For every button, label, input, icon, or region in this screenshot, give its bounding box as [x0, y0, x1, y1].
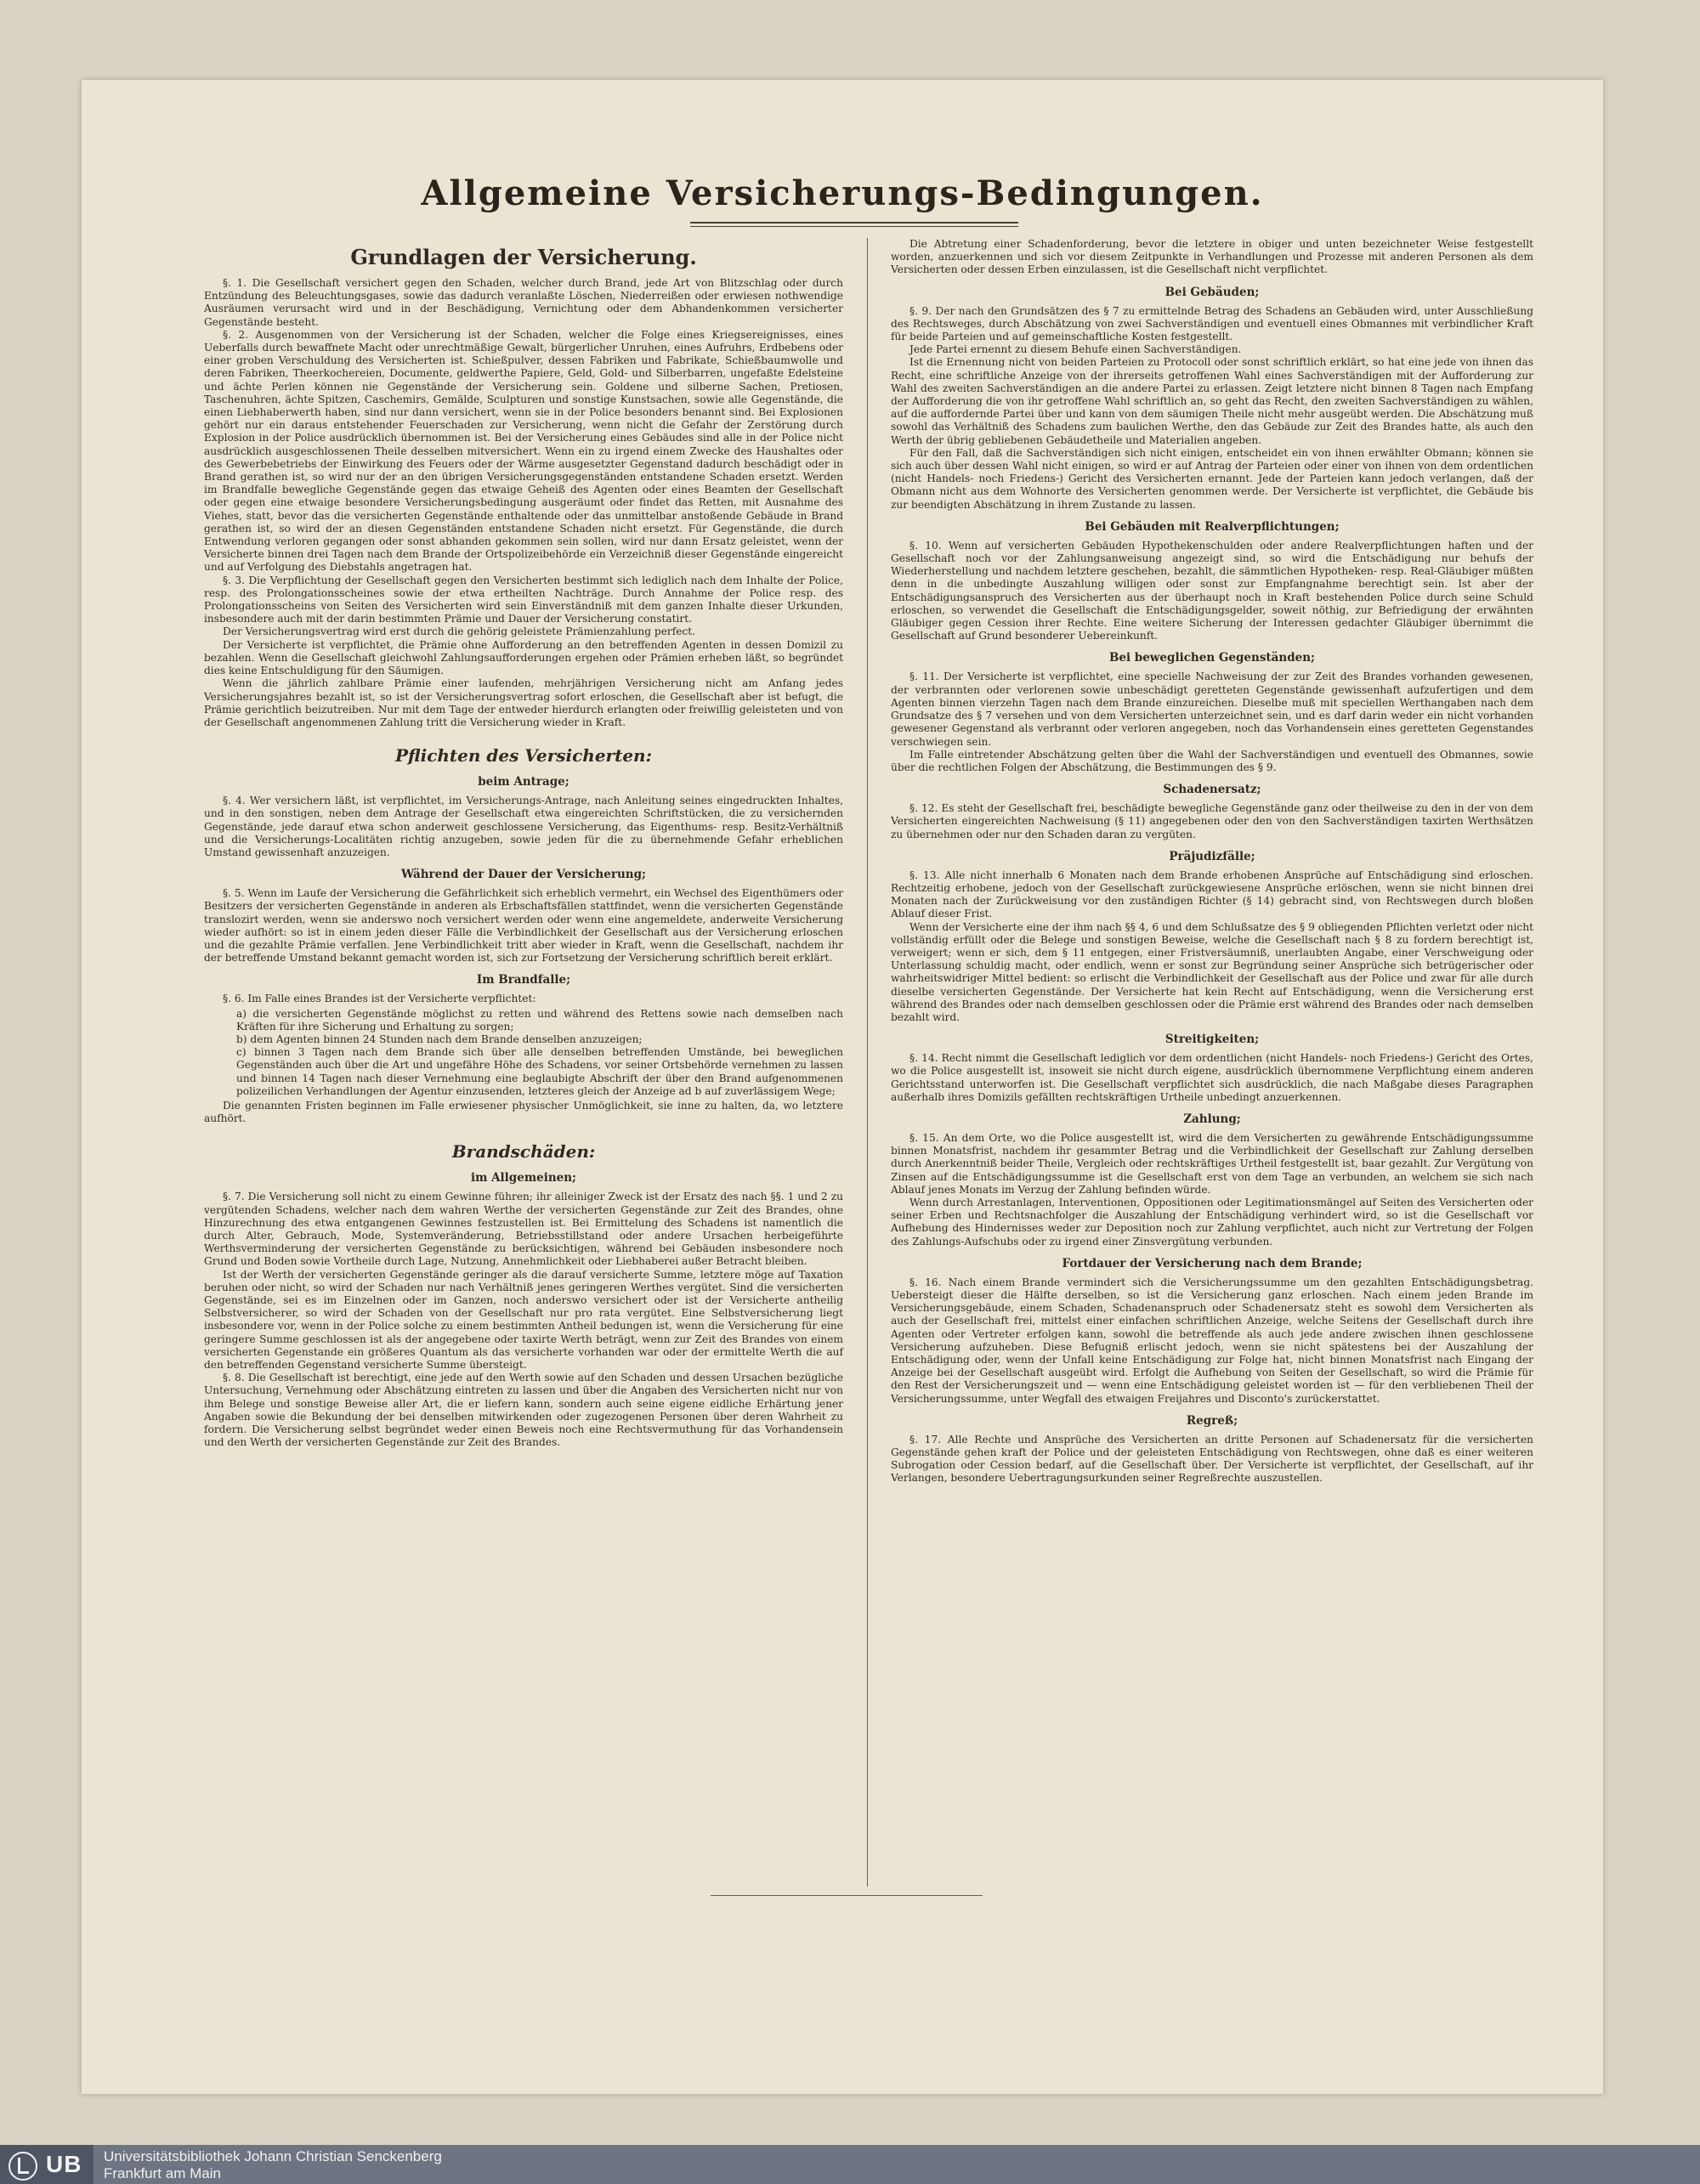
paragraph-15: §. 15. An dem Orte, wo die Police ausgestellt ist, wird die dem Versicherten zu gewährende Entschädigungssumme binnen Monatsfrist, nachdem ihr gesammter Betrag und die Verbindlichkeit der Gesellschaft zur Zahlung derselben durch Anerkenntniß beider Theile, Vergleich oder rechtskräftiges Urtheil festgestellt ist, baar gezahlt. Zur Vergütung von Zinsen auf die Entschädigungssumme ist die Gesellschaft erst von dem Tage an verbunden, an welchem sie sich nach Ablauf jenes Monats im Verzug der Zahlung befinden würde. — [891, 1131, 1533, 1196]
paragraph-11b: Im Falle eintretender Abschätzung gelten über die Wahl der Sachverständigen und eventuell des Obmannes, sowie über die rechtlichen Folgen der Abschätzung, die Bestimmungen des § 9. — [891, 748, 1533, 773]
subheading-gebauden: Bei Gebäuden; — [1164, 285, 1260, 299]
paragraph-7b: Ist der Werth der versicherten Gegenstände geringer als die darauf versicherte Summe, letztere möge auf Taxation beruhen oder nicht, so wird der Schaden nur nach Verhältniß jenes geringeren Werthes vergütet. Sind die versicherten Gegenstände, sei es im Einzelnen oder im Ganzen, noch anderswo versichert oder ist der Versicherte antheilig Selbstversicherer, so wird der Schaden von der Gesellschaft nur pro rata vergütet. Eine Selbstversicherung liegt insbesondere vor, wenn in der Police solche zu einem bestimmten Antheil bedungen ist, wenn die Versicherung für eine geringere Summe geschlossen ist als der angegebene oder taxirte Werth beträgt, wenn zur Zeit des Brandes von einem versicherten Gegenstande ein größeres Quantum als das versicherte vorhanden war oder der ermittelte Werth die auf den betreffenden Gegenstand versicherte Summe übersteigt. — [204, 1268, 843, 1372]
library-location: Frankfurt am Main — [104, 2165, 221, 2181]
paragraph-9b: Jede Partei ernennt zu diesem Behufe einen Sachverständigen. — [910, 343, 1242, 356]
library-logo-text: UB — [46, 2151, 82, 2177]
list-item: b) dem Agenten binnen 24 Stunden nach dem Brande denselben anzuzeigen; — [236, 1033, 643, 1045]
paragraph-6: §. 6. Im Falle eines Brandes ist der Versicherte verpflichtet: — [223, 993, 536, 1005]
subheading-streitigkeiten: Streitigkeiten; — [1164, 1033, 1260, 1047]
paragraph-13: §. 13. Alle nicht innerhalb 6 Monaten nach dem Brande erhobenen Ansprüche auf Entschädigung sind erloschen. Rechtzeitig erhobene, jedoch von der Gesellschaft zurückgewiesene Ansprüche erlöschen, wenn sie nicht binnen drei Monaten nach der Zurückweisung vor den zuständigen Richter (§ 14) gebracht sind, von Rechtswegen durch bloßen Ablauf dieser Frist. — [891, 869, 1533, 920]
subheading-regress: Regreß; — [1186, 1413, 1238, 1428]
subheading-brandfalle: Im Brandfalle; — [476, 973, 571, 987]
paragraph-2: §. 2. Ausgenommen von der Versicherung ist der Schaden, welcher die Folge eines Kriegsereignisses, eines Ueberfalls durch bewaffnete Macht oder unrechtmäßige Gewalt, bürgerlicher Unruhen, eines Aufruhrs, Erdbebens oder einer groben Verschuldung des Versicherten ist. Schießpulver, dessen Fabriken und Fabrikate, Schießbaumwolle und deren Fabriken, Theerkochereien, Documente, geldwerthe Papiere, Geld, Gold- und Silberbarren, ungefaßte Edelsteine und ächte Perlen können nie Gegenstände der Versicherung sein. Goldene und silberne Sachen, Pretiosen, Taschenuhren, ächte Spitzen, Caschemirs, Gemälde, Sculpturen und sonstige Kunstsachen, sowie alle Gegenstände, die einen Liebhaberwerth haben, sind nur dann versichert, wenn sie in der Police besonders benannt sind. Bei Explosionen gehört nur ein daraus entstehender Feuerschaden zur Versicherung, wenn nicht die Gefahr der Zerstörung durch Explosion in der Police ausdrücklich übernommen ist. Bei der Versicherung eines Gebäudes sind alle in der Police nicht ausdrücklich ausgeschlossenen Theile desselben mitversichert. Wenn ein zu irgend einem Zwecke des Haushaltes oder des Gewerbebetriebs der Einwirkung des Feuers oder der Wärme ausgesetzter Gegenstand dadurch beschädigt oder in Brand gerathen ist, so wird nur der an den übrigen Versicherungsgegenständen entstandene Schaden ersetzt. Werden im Brandfalle bewegliche Gegenstände gegen das etwaige Geheiß des Agenten oder eines Beamten der Gesellschaft oder gegen eine etwaige besondere Versicherungsbedingung ausgeräumt oder findet das Retten, mit Ausnahme des Viehes, statt, bevor das die versicherten Gegenstände enthaltende oder das unmittelbar anstoßende Gebäude in Brand gerathen ist, so wird der an diesen Gegenständen entstandene Schaden nicht ersetzt. Für Gegenstände, die durch Entwendung verloren gegangen oder sonst abhanden gekommen sein sollen, wird nur dann Ersatz geleistet, wenn der Versicherte binnen drei Tagen nach dem Brande der Ortspolizeibehörde ein Verzeichniß dieser Gegenstände eingereicht und auf Verfolgung des Diebstahls angetragen hat. — [204, 328, 843, 574]
paragraph-9d: Für den Fall, daß die Sachverständigen sich nicht einigen, entscheidet ein von ihnen erwählter Obmann; können sie sich auch über dessen Wahl nicht einigen, so wird er auf Antrag der Parteien oder einer von ihnen von dem ordentlichen (nicht Handels- noch Friedens-) Gericht des Versicherten ernannt. Jede der Parteien kann jedoch verlangen, daß der Obmann nicht aus dem Wohnorte des Versicherten genommen werde. Der Versicherte ist verpflichtet, die Gebäude bis zur beendigten Abschätzung in ihrem Zustande zu lassen. — [891, 446, 1533, 511]
document-page — [82, 80, 1603, 2094]
document-title: Allgemeine Versicherungs-Bedingungen. — [421, 173, 1264, 213]
paragraph-9: §. 9. Der nach den Grundsätzen des § 7 zu ermittelnde Betrag des Schadens an Gebäuden wird, unter Ausschließung des Rechtsweges, durch Abschätzung von zwei Sachverständigen und eventuell eines Obmannes mit verbindlicher Kraft für beide Parteien und auf gemeinschaftliche Kosten festgestellt. — [891, 304, 1533, 343]
subheading-dauer: Während der Dauer der Versicherung; — [400, 868, 646, 882]
paragraph-8: §. 8. Die Gesellschaft ist berechtigt, eine jede auf den Werth sowie auf den Schaden und dessen Ursachen bezügliche Untersuchung, Vernehmung oder Abschätzung eintreten zu lassen und über die Angaben des Versicherten nicht nur von ihm Belege und sonstige Beweise aller Art, die er liefern kann, sondern auch seine eigene eidliche Erhärtung jener Angaben sowie die Bekundung der bei denselben mitwirkenden oder zugezogenen Personen über deren Wahrheit zu fordern. Die Versicherung selbst begründet weder einen Beweis noch eine Rechtsvermuthung für das Vorhandensein und den Werth der versicherten Gegenstände zur Zeit des Brandes. — [204, 1372, 843, 1449]
subheading-realverpflichtungen: Bei Gebäuden mit Realverpflichtungen; — [1085, 519, 1340, 534]
paragraph-3c: Der Versicherte ist verpflichtet, die Prämie ohne Aufforderung an den betreffenden Agenten in dessen Domizil zu bezahlen. Wenn die Gesellschaft gleichwohl Zahlungsaufforderungen ergehen oder Prämien erheben läßt, so begründet dies keine Entschuldigung für den Säumigen. — [204, 638, 843, 677]
paragraph-4: §. 4. Wer versichern läßt, ist verpflichtet, im Versicherungs-Antrage, nach Anleitung seines eingedruckten Inhaltes, und in den sonstigen, neben dem Antrage der Gesellschaft etwa eingereichten Schriftstücken, die zu versichernden Gegenstände, jede darauf etwa schon anderweit geschlossene Versicherung, das Eigenthums- resp. Besitz-Verhältniß und die Versicherungs-Localitäten richtig anzugeben, sowie jeden für die zu übernehmende Gefahr erheblichen Umstand gewissenhaft anzuzeigen. — [204, 795, 843, 858]
paragraph-12: §. 12. Es steht der Gesellschaft frei, beschädigte bewegliche Gegenstände ganz oder theilweise zu den in der von dem Versicherten eingereichten Nachweisung (§ 11) angegebenen oder den von den Sachverständigen taxirten Werthsätzen zu übernehmen oder nur den Schaden daran zu vergüten. — [891, 802, 1533, 840]
list-item: c) binnen 3 Tagen nach dem Brande sich über alle denselben betreffenden Umstände, bei beweglichen Gegenständen auch über die Art und ungefähre Höhe des Schadens, vor seiner Ortsbehörde vernehmen zu lassen und binnen 14 Tagen nach dieser Vernehmung eine beglaubigte Abschrift der über den Brand aufgenommenen polizeilichen Verhandlungen der Agentur einzusenden, letzteres gleich der Anzeige ad b auf zuverlässigem Wege; — [236, 1046, 843, 1097]
paragraph-3d: Wenn die jährlich zahlbare Prämie einer laufenden, mehrjährigen Versicherung nicht am Anfang jedes Versicherungsjahres bezahlt ist, so ist der Versicherungsvertrag sofort erloschen, die Gesellschaft aber ist befugt, die Prämie gerichtlich beizutreiben. Nur mit dem Tage der entweder hierdurch erlangten oder freiwillig geleisteten und von der Gesellschaft angenommenen Zahlung tritt die Versicherung wieder in Kraft. — [204, 677, 843, 728]
paragraph-1: §. 1. Die Gesellschaft versichert gegen den Schaden, welcher durch Brand, jede Art von Blitzschlag oder durch Entzündung des Beleuchtungsgases, sowie das dadurch veranlaßte Löschen, Niederreißen oder erwiesen nothwendige Ausräumen verursacht wird und in der Beschädigung, Vernichtung oder dem Abhandenkommen versicherter Gegenstände besteht. — [204, 277, 843, 328]
paragraph-11: §. 11. Der Versicherte ist verpflichtet, eine specielle Nachweisung der zur Zeit des Brandes vorhanden gewesenen, der verbrannten oder verlorenen sowie unbeschädigt geretteten Gegenstände gewissenhaft aufzufertigen und dem Agenten binnen vierzehn Tagen nach dem Brande einzureichen. Dieselbe muß mit speciellen Werthangaben nach dem Grundsatze des § 7 versehen und von dem Versicherten unterzeichnet sein, und es darf darin weder ein nicht vorhanden gewesener Gegenstand als verbrannt oder verloren angegeben, noch das Vorhandensein eines geretteten Gegenstandes verschwiegen sein. — [891, 670, 1533, 748]
paragraph-6d: Die genannten Fristen beginnen im Falle erwiesener physischer Unmöglichkeit, sie inne zu halten, da, wo letztere aufhört. — [204, 1099, 843, 1125]
title-underline — [690, 222, 1018, 223]
paragraph-10: §. 10. Wenn auf versicherten Gebäuden Hypothekenschulden oder andere Realverpflichtungen haften und der Gesellschaft noch vor der Zahlungsanweisung angezeigt sind, so wird die Entschädigung nur behufs der Wiederherstellung und nachdem letztere geschehen, bezahlt, die sämmtlichen Hypotheken- resp. Real-Gläubiger müßten denn in die unbedingte Auszahlung willigen oder sonst zur Empfangnahme berechtigt sein. Ist aber der Entschädigungsanspruch des Versicherten aus der überhaupt noch in Kraft bestehenden Police durch seine Schuld erloschen, so verwendet die Gesellschaft die Entschädigungsgelder, soweit nöthig, zur Befriedigung der erwähnten Gläubiger gegen Cession ihrer Rechte. Eine weitere Sicherung der Interessen gedachter Gläubiger übernimmt die Gesellschaft auf Grund besonderer Uebereinkunft. — [891, 539, 1533, 642]
paragraph-3: §. 3. Die Verpflichtung der Gesellschaft gegen den Versicherten bestimmt sich lediglich nach dem Inhalte der Police, resp. des Prolongationsscheines sowie der etwa ertheilten Nachträge. Durch Annahme der Police resp. des Prolongationsscheins von Seiten des Versicherten wird sein Einverständniß mit dem ganzen Inhalte dieser Urkunden, insbesondere auch mit der darin bestimmten Prämie und Dauer der Versicherung constatirt. — [204, 574, 843, 625]
subheading-zahlung: Zahlung; — [1183, 1112, 1241, 1126]
section-heading-pflichten: Pflichten des Versicherten: — [395, 745, 652, 767]
paragraph-17: §. 17. Alle Rechte und Ansprüche des Versicherten an dritte Personen auf Schadenersatz für die versicherten Gegenstände gehen kraft der Police und der geleisteten Entschädigung von Rechtswegen, ohne daß es einer weiteren Subrogation oder Cession bedarf, auf die Gesellschaft über. Der Versicherte ist verpflichtet, der Gesellschaft, auf ihr Verlangen, besondere Uebertragungsurkunden seiner Regreßrechte auszustellen. — [891, 1433, 1533, 1485]
subheading-fortdauer: Fortdauer der Versicherung nach dem Brande; — [1062, 1256, 1363, 1270]
subheading-antrage: beim Antrage; — [478, 775, 570, 789]
paragraph-9c: Ist die Ernennung nicht von beiden Parteien zu Protocoll oder sonst schriftlich erklärt, so hat eine jede von ihnen das Recht, eine schriftliche Anzeige von der ihrerseits getroffenen Wahl eines Sachverständigen mit der Aufforderung zur Wahl des zweiten Sachverständigen an die andere Partei zu erlassen. Zeigt letztere nicht binnen 8 Tagen nach Empfang der Aufforderung die von ihr getroffene Wahl schriftlich an, so geht das Recht, den zweiten Sachverständigen zu wählen, auf die auffordernde Partei über und kann von dem säumigen Theile nicht mehr ausgeübt werden. Die Abschätzung muß sowohl das Verhältniß des Schadens zum baulichen Werthe, den das Gebäude zur Zeit des Brandes hatte, als auch den Werth der übrig gebliebenen Gebäudetheile und Materialien angeben. — [891, 356, 1533, 446]
library-seal-icon — [8, 2152, 37, 2181]
list-item: a) die versicherten Gegenstände möglichst zu retten und während des Rettens sowie nach demselben nach Kräften für ihre Sicherung und Erhaltung zu sorgen; — [236, 1007, 843, 1033]
paragraph-3b: Der Versicherungsvertrag wird erst durch die gehörig geleistete Prämienzahlung perfect. — [223, 625, 696, 638]
section-heading-grundlagen: Grundlagen der Versicherung. — [350, 245, 697, 269]
library-logo — [0, 2145, 94, 2184]
paragraph-7: §. 7. Die Versicherung soll nicht zu einem Gewinne führen; ihr alleiniger Zweck ist der Ersatz des nach §§. 1 und 2 zu vergütenden Schadens, welcher nach dem wahren Werthe der versicherten Gegenstände zur Zeit des Brandes, ohne Hinzurechnung des etwa entgangenen Gewinnes festzustellen ist. Bei Ermittelung des Schadens ist namentlich die durch Alter, Gebrauch, Mode, Systemveränderung, Betriebsstillstand oder andere Ursachen herbeigeführte Werthsverminderung der versicherten Gegenstände zu berücksichtigen, während bei Gebäuden insbesondere noch Grund und Boden sowie Vortheile durch Lage, Nutzung, Annehmlichkeit oder Liebhaberei außer Betracht bleiben. — [204, 1191, 843, 1268]
library-name: Universitätsbibliothek Johann Christian Senckenberg — [104, 2148, 442, 2164]
subheading-beweglichen: Bei beweglichen Gegenständen; — [1108, 651, 1316, 665]
subheading-schadenersatz: Schadenersatz; — [1163, 783, 1261, 797]
paragraph-13b: Wenn der Versicherte eine der ihm nach §§ 4, 6 und dem Schlußsatze des § 9 obliegenden Pflichten verletzt oder nicht vollständig erfüllt oder die Belege und sonstigen Beweise, welche die Gesellschaft nach § 8 zu fordern berechtigt ist, verweigert; wenn er sich, dem § 11 entgegen, einer Fristversäumniß, unerlaubten Angabe, einer Verschweigung oder Unterlassung schuldig macht, oder endlich, wenn er sonst zur Begründung seiner Ansprüche sich betrügerischer oder wahrheitswidriger Mittel bedient: so erlischt die Verbindlichkeit der Gesellschaft aus der Police und zwar für alle durch dieselbe versicherten Gegenstände. Der Versicherte hat kein Recht auf Entschädigung, wenn die Versicherung erst während des Brandes oder nach demselben geschlossen oder die Prämie erst während des Brandes oder nach demselben bezahlt wird. — [891, 920, 1533, 1023]
column-divider — [867, 238, 868, 1887]
left-column — [204, 238, 843, 1449]
section-heading-brandschaden: Brandschäden: — [451, 1141, 596, 1163]
subheading-prajudizfalle: Präjudizfälle; — [1169, 849, 1255, 863]
closing-rule — [711, 1895, 983, 1896]
paragraph-16: §. 16. Nach einem Brande vermindert sich die Versicherungssumme um den gezahlten Entschädigungsbetrag. Uebersteigt dieser die Hälfte derselben, so ist die Versicherung ganz erloschen. Nach einem jeden Brande im Versicherungsgebäude, einem Schaden, Schadenanspruch oder Schadenersatz steht es sowohl dem Versicherten als auch der Gesellschaft frei, mittelst einer einfachen schriftlichen Anzeige, welche Seitens der Gesellschaft durch ihre Agenten oder Vertreter erfolgen kann, sowohl die betreffende als auch jede andere zwischen ihnen geschlossene Versicherung aufzuheben. Diese Befugniß erlischt jedoch, wenn sie nicht spätestens bei der Auszahlung der Entschädigung oder, wenn der Unfall keine Entschädigung zur Folge hat, nicht binnen Monatsfrist nach Eingang der Anzeige bei der Gesellschaft ausgeübt wird. Erfolgt die Aufhebung von Seiten der Gesellschaft, so wird die Prämie für den Rest der Versicherungszeit und — wenn eine Entschädigung geleistet worden ist — für den verbliebenen Theil der Versicherungssumme, unter Wegfall des etwaigen Freijahres und Disconto's zurückerstattet. — [891, 1276, 1533, 1405]
subheading-allgemeinen: im Allgemeinen; — [470, 1171, 577, 1185]
paragraph-5: §. 5. Wenn im Laufe der Versicherung die Gefährlichkeit sich erheblich vermehrt, ein Wechsel des Eigenthümers oder Besitzers der versicherten Gegenstände in anderen als Erbschaftsfällen stattfindet, wenn die versicherten Gegenstände translozirt werden, wenn sie anderswo noch versichert werden oder wenn eine angemeldete, anderweite Versicherung wieder aufhört: so ist in einem jeden dieser Fälle die Verbindlichkeit der Gesellschaft aus der Versicherung erloschen und die gezahlte Prämie verfallen. Jene Verbindlichkeit tritt aber wieder in Kraft, wenn die Gesellschaft, nachdem ihr der betreffende Umstand bekannt gemacht worden ist, sich zur Fortsetzung der Versicherung schriftlich bereit erklärt. — [204, 887, 843, 965]
paragraph-8b: Die Abtretung einer Schadenforderung, bevor die letztere in obiger und unten bezeichneter Weise festgestellt worden, anzuerkennen und sich vor diesem Zeitpunkte in Verhandlungen und Prozesse mit anderen Personen als dem Versicherten oder dessen Erben einzulassen, ist die Gesellschaft nicht verpflichtet. — [891, 238, 1533, 276]
list-brandfall-pflichten — [204, 1008, 843, 1098]
paragraph-15b: Wenn durch Arrestanlagen, Interventionen, Oppositionen oder Legitimationsmängel auf Seiten des Versicherten oder seiner Erben und Rechtsnachfolger die Auszahlung der Entschädigung verhindert wird, so ist die Gesellschaft vor Aufhebung des Hindernisses weder zur Deposition noch zur Zahlung verpflichtet, auch nicht zur Vertretung der Folgen des Zahlungs-Aufschubs oder zu irgend einer Zinsvergütung verbunden. — [891, 1196, 1533, 1248]
right-column — [891, 238, 1533, 1485]
library-footer-bar — [0, 2145, 1700, 2184]
paragraph-14: §. 14. Recht nimmt die Gesellschaft lediglich vor dem ordentlichen (nicht Handels- noch Friedens-) Gericht des Ortes, wo die Police ausgestellt ist, insoweit sie nicht durch eigene, ausdrücklich übernommene Verpflichtung einem anderen Gerichtsstand unterworfen ist. Die Gesellschaft verpflichtet sich ausdrücklich, die nach Maßgabe dieses Paragraphen außerhalb ihres Domizils gefällten rechtskräftigen Urtheile unbedingt anzuerkennen. — [891, 1052, 1533, 1103]
title-underline-thin — [690, 226, 1018, 227]
